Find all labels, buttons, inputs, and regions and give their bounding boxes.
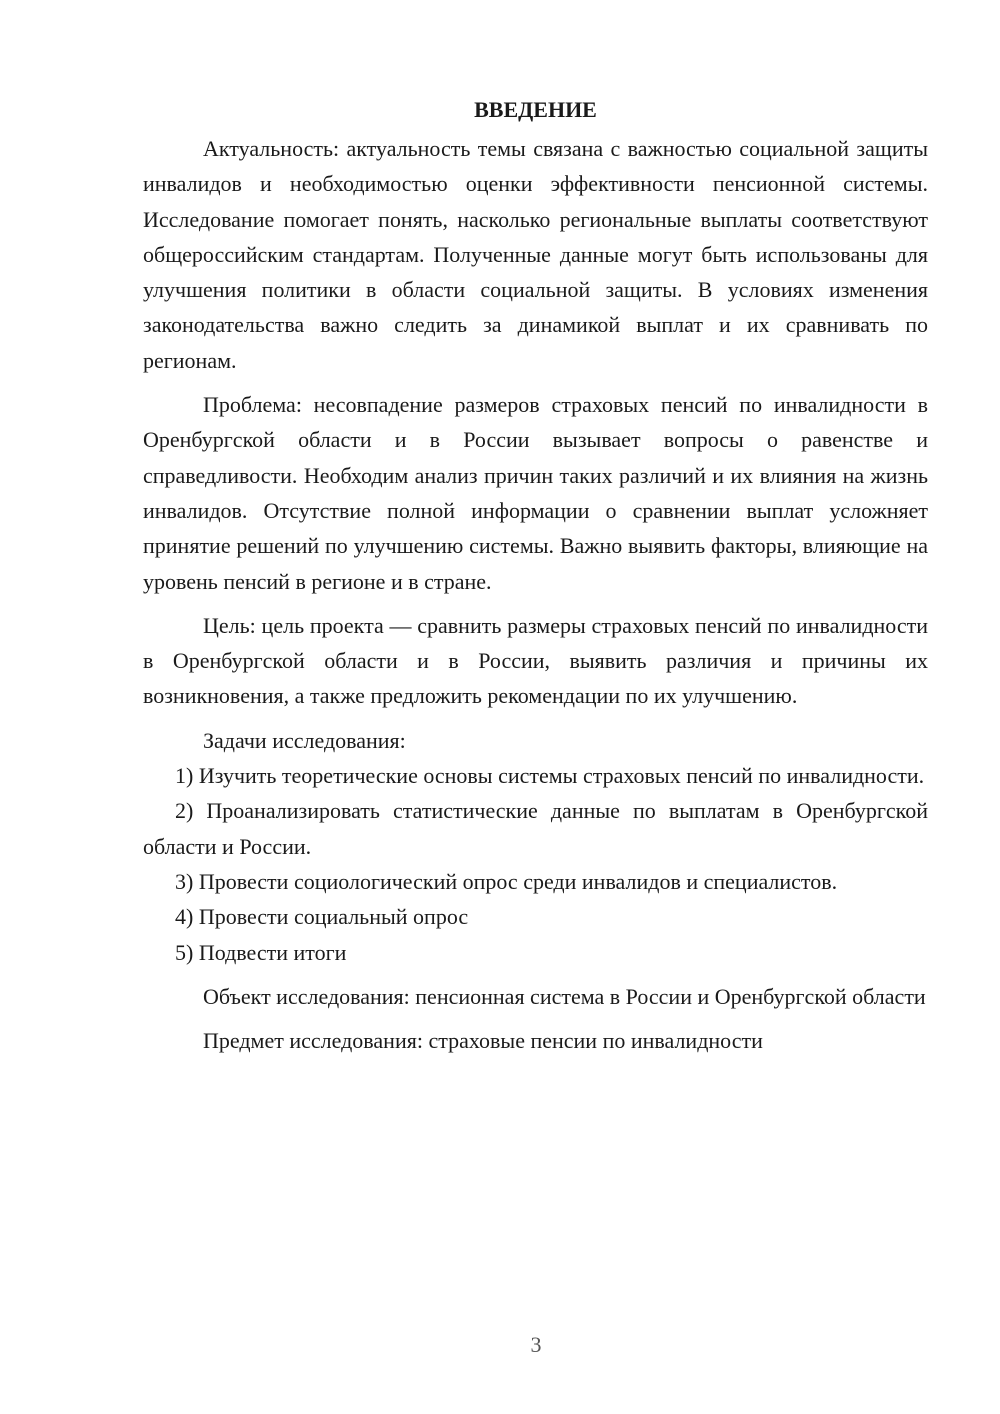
section-heading: ВВЕДЕНИЕ bbox=[474, 97, 597, 122]
goal-paragraph: Цель: цель проекта — сравнить размеры страховых пенсий по инвалидности в Оренбургской области и в России, выявить различия и причины их возникновения, а также предложить рекомендации по их улучшению. bbox=[143, 612, 928, 709]
page-content bbox=[143, 92, 928, 1058]
tasks-title: Задачи исследования: bbox=[203, 727, 406, 753]
task-item-1: 1) Изучить теоретические основы системы страховых пенсий по инвалидности. bbox=[175, 763, 925, 789]
task-item-3: 3) Провести социологический опрос среди инвалидов и специалистов. bbox=[175, 868, 838, 894]
problem-paragraph: Проблема: несовпадение размеров страховых пенсий по инвалидности в Оренбургской области и в России вызывает вопросы о равенстве и справедливости. Необходим анализ причин таких различий и их влияния на жизнь инвалидов. Отсутствие полной информации о сравнении выплат усложняет принятие решений по улучшению системы. Важно выявить факторы, влияющие на уровень пенсий в регионе и в стране. bbox=[143, 392, 928, 594]
task-item-2: 2) Проанализировать статистические данные по выплатам в Оренбургской области и России. bbox=[143, 798, 928, 859]
task-item-5: 5) Подвести итоги bbox=[175, 939, 347, 965]
task-item-4: 4) Провести социальный опрос bbox=[175, 904, 469, 930]
page-number: 3 bbox=[530, 1332, 542, 1357]
subject-paragraph: Предмет исследования: страховые пенсии по инвалидности bbox=[203, 1028, 763, 1054]
relevance-paragraph: Актуальность: актуальность темы связана с важностью социальной защиты инвалидов и необходимостью оценки эффективности пенсионной системы. Исследование помогает понять, насколько региональные выплаты соответствуют общероссийским стандартам. Полученные данные могут быть использованы для улучшения политики в области социальной защиты. В условиях изменения законодательства важно следить за динамикой выплат и их сравнивать по регионам. bbox=[143, 136, 928, 373]
object-paragraph: Объект исследования: пенсионная система в России и Оренбургской области bbox=[203, 983, 926, 1009]
